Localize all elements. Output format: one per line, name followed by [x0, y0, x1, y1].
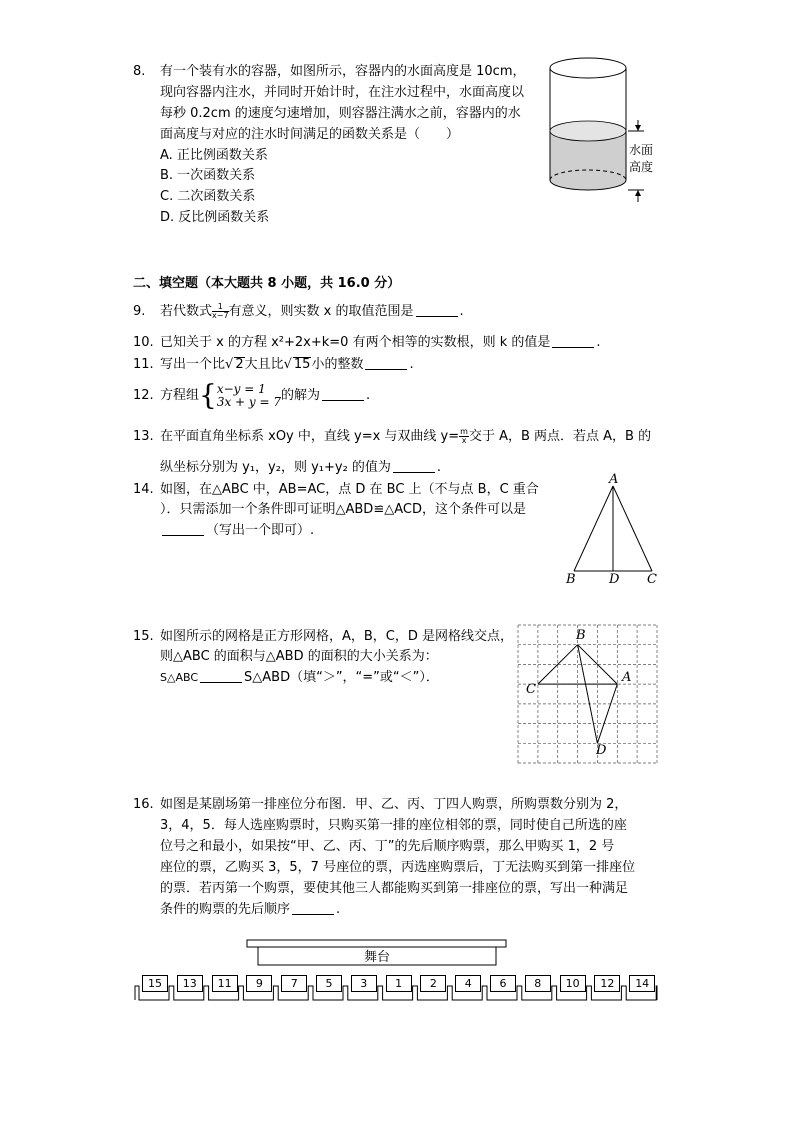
- seat-11: 11: [212, 975, 238, 992]
- q15-blank: [200, 669, 242, 683]
- q8-line-4: 面高度与对应的注水时间满足的函数关系是（ ）: [160, 127, 460, 142]
- q14-blank: [162, 522, 204, 536]
- q16-blank: [292, 901, 334, 915]
- q15-line-3: S△ABC S△ABD（填“＞”，“=”或“＜”）．: [160, 670, 439, 685]
- q14-line-2: ）．只需添加一个条件即可证明△ABD≌△ACD，这个条件可以是: [160, 502, 526, 517]
- q8-line-2: 现向容器内注水，并同时开始计时，在注水过程中，水面高度以: [160, 85, 525, 100]
- q12-text: 方程组{ x−y = 1 3x + y = 7 的解为 .: [160, 378, 371, 412]
- q16-line-1: 如图是某剧场第一排座位分布图．甲、乙、丙、丁四人购票，所购票数分别为 2，: [160, 797, 628, 812]
- q13-blank: [393, 459, 435, 473]
- q11-number: 11.: [133, 357, 154, 372]
- q11-blank: [365, 356, 407, 370]
- tri-label-c: C: [647, 572, 657, 587]
- seat-6: 6: [490, 975, 516, 992]
- q16-line-5: 的票．若丙第一个购票，要使其他三人都能购买到第一排座位的票，写出一种满足: [160, 881, 629, 896]
- q10-number: 10.: [133, 335, 154, 350]
- q9-blank: [416, 303, 458, 317]
- grid-label-b: B: [576, 628, 586, 643]
- grid-label-d: D: [596, 743, 607, 758]
- q13-line-1: 在平面直角坐标系 xOy 中，直线 y=x 与双曲线 y= $\frac{m}{x}$ 交于 A，B 两点．若点 A，B 的: [160, 427, 652, 445]
- seat-12: 12: [594, 975, 620, 992]
- q8-option-b: B. 一次函数关系: [160, 168, 256, 183]
- seat-4: 4: [455, 975, 481, 992]
- q15-number: 15.: [133, 629, 154, 644]
- seat-14: 14: [629, 975, 655, 992]
- seat-5: 5: [316, 975, 342, 992]
- tri-label-a: A: [609, 472, 619, 487]
- q16-number: 16.: [133, 797, 154, 812]
- q12-system: x−y = 1 3x + y = 7: [216, 381, 282, 409]
- grid-label-a: A: [622, 670, 632, 685]
- seat-row: [134, 974, 658, 1004]
- q16-line-4: 座位的票，乙购买 3，5，7 号座位的票，丙选座购票后，丁无法购买到第一排座位: [160, 860, 636, 875]
- q8-option-c: C. 二次函数关系: [160, 189, 256, 204]
- stage-label: 舞台: [363, 950, 390, 965]
- seat-8: 8: [525, 975, 551, 992]
- q16-line-6: 条件的购票的先后顺序 .: [160, 902, 341, 917]
- seat-10: 10: [560, 975, 586, 992]
- q14-line-3: （写出一个即可）.: [160, 521, 314, 541]
- grid-figure: [517, 624, 659, 764]
- seat-1: 1: [386, 975, 412, 992]
- container-figure: [548, 52, 668, 202]
- q8-line-3: 每秒 0.2cm 的速度匀速增加，则容器注满水之前，容器内的水: [160, 106, 521, 121]
- q12-number: 12.: [133, 388, 154, 403]
- seat-13: 13: [177, 975, 203, 992]
- q9-number: 9.: [133, 304, 146, 319]
- q13-line-2: 纵坐标分别为 y₁，y₂，则 y₁+y₂ 的值为 .: [160, 460, 442, 475]
- q8-option-a: A. 正比例函数关系: [160, 148, 268, 163]
- q14-line-1: 如图，在△ABC 中，AB=AC，点 D 在 BC 上（不与点 B，C 重合: [160, 482, 539, 497]
- tri-label-d: D: [609, 572, 620, 587]
- section-heading: 二、填空题（本大题共 8 小题，共 16.0 分）: [133, 276, 401, 291]
- q9-text: 若代数式 $\frac{1}{x-7}$ 有意义，则实数 x 的取值范围是 .: [160, 302, 464, 320]
- figure-label-height: 高度: [629, 160, 654, 174]
- q14-number: 14.: [133, 482, 154, 497]
- q8-option-d: D. 反比例函数关系: [160, 210, 270, 225]
- seat-3: 3: [351, 975, 377, 992]
- q11-text: 写出一个比√ 2大且比√ 15小的整数 .: [160, 357, 414, 372]
- q8-number: 8.: [133, 64, 146, 79]
- q15-line-1: 如图所示的网格是正方形网格，A，B，C，D 是网格线交点，: [160, 629, 514, 644]
- q16-line-2: 3，4，5．每人选座购票时，只购买第一排的座位相邻的票，同时使自己所选的座: [160, 818, 627, 833]
- grid-label-c: C: [526, 682, 536, 697]
- q16-line-3: 位号之和最小，如果按“甲、乙、丙、丁”的先后顺序购票，那么甲购买 1，2 号: [160, 839, 615, 854]
- seat-15: 15: [142, 975, 168, 992]
- seat-9: 9: [246, 975, 272, 992]
- seat-2: 2: [420, 975, 446, 992]
- q13-number: 13.: [133, 429, 154, 444]
- figure-label-water: 水面: [629, 143, 654, 157]
- tri-label-b: B: [566, 572, 576, 587]
- q10-text: 已知关于 x 的方程 x²+2x+k=0 有两个相等的实数根，则 k 的值是 .: [160, 335, 601, 350]
- seat-7: 7: [281, 975, 307, 992]
- q9-fraction: $\frac{1}{x-7}$: [212, 302, 229, 320]
- q10-blank: [552, 334, 594, 348]
- q8-line-1: 有一个装有水的容器，如图所示，容器内的水面高度是 10cm，: [160, 64, 526, 79]
- q15-line-2: 则△ABC 的面积与△ABD 的面积的大小关系为：: [160, 649, 438, 664]
- q12-blank: [322, 387, 364, 401]
